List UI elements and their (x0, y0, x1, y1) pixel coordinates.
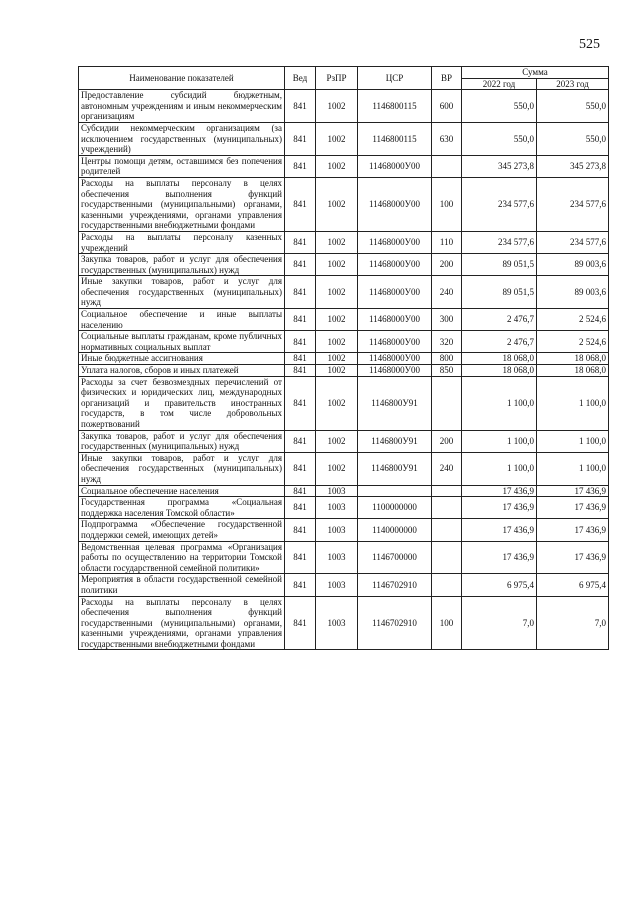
table-row (79, 365, 609, 377)
cell-vr: 800 (432, 353, 462, 365)
cell-rzpr: 1002 (316, 430, 358, 452)
header-name: Наименование показателей (79, 67, 285, 90)
cell-ved: 841 (285, 596, 316, 650)
cell-csr (358, 485, 432, 497)
cell-csr: 1146800У91 (358, 376, 432, 430)
cell-2022: 89 051,5 (462, 254, 537, 276)
cell-name: Расходы за счет безвозмездных перечислений от физических и юридических лиц, международных организаций и правительств иностранных государств, в том числе добровольных пожертвований (79, 376, 285, 430)
cell-name: Расходы на выплаты персоналу в целях обеспечения выполнения функций государственными (муниципальными) органами, казенными учреждениями, органами управления государственными внебюджетными фондами (79, 177, 285, 231)
cell-vr (432, 155, 462, 177)
cell-rzpr: 1003 (316, 596, 358, 650)
cell-vr: 100 (432, 177, 462, 231)
cell-2023: 234 577,6 (537, 177, 609, 231)
table-row (79, 519, 609, 541)
cell-2023: 2 524,6 (537, 331, 609, 353)
cell-name: Иные закупки товаров, работ и услуг для обеспечения государственных (муниципальных) нужд (79, 276, 285, 309)
cell-vr (432, 574, 462, 596)
cell-name: Предоставление субсидий бюджетным, автономным учреждениям и иным некоммерческим организациям (79, 90, 285, 123)
cell-name: Центры помощи детям, оставшимся без попечения родителей (79, 155, 285, 177)
cell-ved: 841 (285, 309, 316, 331)
cell-rzpr: 1002 (316, 365, 358, 377)
cell-2023: 1 100,0 (537, 430, 609, 452)
cell-2022: 1 100,0 (462, 430, 537, 452)
cell-2022: 6 975,4 (462, 574, 537, 596)
cell-ved: 841 (285, 331, 316, 353)
table-row (79, 574, 609, 596)
cell-ved: 841 (285, 365, 316, 377)
table-row (79, 353, 609, 365)
table-row (79, 497, 609, 519)
cell-name: Социальное обеспечение и иные выплаты населению (79, 309, 285, 331)
table-header (79, 67, 609, 90)
cell-2023: 550,0 (537, 122, 609, 155)
cell-csr: 1146702910 (358, 574, 432, 596)
cell-ved: 841 (285, 122, 316, 155)
header-vr: ВР (432, 67, 462, 90)
cell-csr: 11468000У00 (358, 231, 432, 253)
cell-2023: 6 975,4 (537, 574, 609, 596)
header-ved: Вед (285, 67, 316, 90)
cell-rzpr: 1002 (316, 155, 358, 177)
cell-ved: 841 (285, 376, 316, 430)
header-sum: Сумма (462, 67, 609, 79)
cell-name: Ведомственная целевая программа «Организация работы по осуществлению на территории Томской области государственной семейной политики» (79, 541, 285, 574)
cell-csr: 11468000У00 (358, 155, 432, 177)
cell-vr: 300 (432, 309, 462, 331)
cell-csr: 11468000У00 (358, 365, 432, 377)
cell-rzpr: 1002 (316, 90, 358, 123)
cell-2023: 17 436,9 (537, 485, 609, 497)
cell-vr (432, 541, 462, 574)
cell-vr: 630 (432, 122, 462, 155)
cell-vr (432, 497, 462, 519)
cell-ved: 841 (285, 155, 316, 177)
cell-csr: 1146702910 (358, 596, 432, 650)
cell-ved: 841 (285, 254, 316, 276)
cell-2022: 17 436,9 (462, 497, 537, 519)
cell-rzpr: 1003 (316, 497, 358, 519)
cell-csr: 1146800115 (358, 90, 432, 123)
cell-2023: 89 003,6 (537, 276, 609, 309)
cell-name: Государственная программа «Социальная поддержка населения Томской области» (79, 497, 285, 519)
cell-name: Социальное обеспечение населения (79, 485, 285, 497)
cell-2022: 18 068,0 (462, 353, 537, 365)
cell-2022: 550,0 (462, 90, 537, 123)
cell-name: Иные закупки товаров, работ и услуг для обеспечения государственных (муниципальных) нужд (79, 452, 285, 485)
cell-csr: 1146800У91 (358, 452, 432, 485)
cell-2022: 1 100,0 (462, 452, 537, 485)
cell-vr: 600 (432, 90, 462, 123)
cell-ved: 841 (285, 90, 316, 123)
cell-2023: 345 273,8 (537, 155, 609, 177)
cell-vr: 110 (432, 231, 462, 253)
cell-2022: 345 273,8 (462, 155, 537, 177)
cell-name: Мероприятия в области государственной семейной политики (79, 574, 285, 596)
cell-rzpr: 1002 (316, 452, 358, 485)
cell-rzpr: 1003 (316, 541, 358, 574)
cell-rzpr: 1002 (316, 376, 358, 430)
cell-csr: 11468000У00 (358, 353, 432, 365)
cell-rzpr: 1003 (316, 485, 358, 497)
cell-rzpr: 1002 (316, 309, 358, 331)
budget-table (78, 66, 609, 650)
cell-csr: 1146800У91 (358, 430, 432, 452)
table-row (79, 155, 609, 177)
cell-csr: 1146700000 (358, 541, 432, 574)
cell-2023: 18 068,0 (537, 353, 609, 365)
cell-name: Расходы на выплаты персоналу в целях обеспечения выполнения функций государственными (муниципальными) органами, казенными учреждениями, органами управления государственными внебюджетными фондами (79, 596, 285, 650)
table-row (79, 90, 609, 123)
cell-csr: 11468000У00 (358, 331, 432, 353)
cell-rzpr: 1002 (316, 254, 358, 276)
header-year-2022: 2022 год (462, 78, 537, 90)
cell-ved: 841 (285, 231, 316, 253)
cell-2022: 17 436,9 (462, 541, 537, 574)
table-row (79, 485, 609, 497)
cell-ved: 841 (285, 430, 316, 452)
cell-rzpr: 1002 (316, 231, 358, 253)
table-row (79, 331, 609, 353)
cell-csr: 11468000У00 (358, 177, 432, 231)
cell-2022: 1 100,0 (462, 376, 537, 430)
cell-2022: 17 436,9 (462, 519, 537, 541)
cell-csr: 11468000У00 (358, 254, 432, 276)
table-row (79, 596, 609, 650)
cell-vr (432, 485, 462, 497)
cell-csr: 11468000У00 (358, 309, 432, 331)
cell-2022: 234 577,6 (462, 231, 537, 253)
cell-2023: 17 436,9 (537, 541, 609, 574)
cell-name: Расходы на выплаты персоналу казенных учреждений (79, 231, 285, 253)
header-rzpr: РзПР (316, 67, 358, 90)
cell-2022: 18 068,0 (462, 365, 537, 377)
header-year-2023: 2023 год (537, 78, 609, 90)
cell-ved: 841 (285, 574, 316, 596)
table-row (79, 541, 609, 574)
cell-2023: 17 436,9 (537, 519, 609, 541)
cell-name: Субсидии некоммерческим организациям (за исключением государственных (муниципальных) учреждений) (79, 122, 285, 155)
header-csr: ЦСР (358, 67, 432, 90)
cell-rzpr: 1003 (316, 519, 358, 541)
cell-name: Иные бюджетные ассигнования (79, 353, 285, 365)
cell-ved: 841 (285, 353, 316, 365)
cell-2023: 234 577,6 (537, 231, 609, 253)
cell-rzpr: 1002 (316, 331, 358, 353)
cell-name: Уплата налогов, сборов и иных платежей (79, 365, 285, 377)
cell-ved: 841 (285, 497, 316, 519)
table-row (79, 452, 609, 485)
cell-2023: 7,0 (537, 596, 609, 650)
cell-name: Закупка товаров, работ и услуг для обеспечения государственных (муниципальных) нужд (79, 430, 285, 452)
cell-vr: 100 (432, 596, 462, 650)
cell-vr (432, 519, 462, 541)
cell-2022: 2 476,7 (462, 331, 537, 353)
cell-vr: 200 (432, 254, 462, 276)
cell-2023: 18 068,0 (537, 365, 609, 377)
cell-ved: 841 (285, 276, 316, 309)
cell-vr: 240 (432, 452, 462, 485)
cell-csr: 1140000000 (358, 519, 432, 541)
page-number: 525 (579, 37, 600, 52)
table-row (79, 122, 609, 155)
cell-rzpr: 1002 (316, 177, 358, 231)
table-row (79, 276, 609, 309)
cell-2023: 1 100,0 (537, 376, 609, 430)
cell-2022: 234 577,6 (462, 177, 537, 231)
cell-vr: 240 (432, 276, 462, 309)
cell-rzpr: 1003 (316, 574, 358, 596)
cell-csr: 1100000000 (358, 497, 432, 519)
cell-ved: 841 (285, 485, 316, 497)
cell-2023: 550,0 (537, 90, 609, 123)
cell-ved: 841 (285, 519, 316, 541)
table-row (79, 309, 609, 331)
table-body (79, 90, 609, 650)
cell-2023: 2 524,6 (537, 309, 609, 331)
cell-2022: 7,0 (462, 596, 537, 650)
table-row (79, 231, 609, 253)
cell-ved: 841 (285, 541, 316, 574)
cell-2022: 2 476,7 (462, 309, 537, 331)
cell-2023: 1 100,0 (537, 452, 609, 485)
cell-name: Закупка товаров, работ и услуг для обеспечения государственных (муниципальных) нужд (79, 254, 285, 276)
cell-rzpr: 1002 (316, 353, 358, 365)
cell-2022: 17 436,9 (462, 485, 537, 497)
cell-name: Подпрограмма «Обеспечение государственной поддержки семей, имеющих детей» (79, 519, 285, 541)
cell-2023: 89 003,6 (537, 254, 609, 276)
table-row (79, 177, 609, 231)
table-row (79, 254, 609, 276)
table-row (79, 376, 609, 430)
cell-csr: 11468000У00 (358, 276, 432, 309)
table-row (79, 430, 609, 452)
cell-name: Социальные выплаты гражданам, кроме публичных нормативных социальных выплат (79, 331, 285, 353)
cell-rzpr: 1002 (316, 122, 358, 155)
cell-2022: 89 051,5 (462, 276, 537, 309)
cell-csr: 1146800115 (358, 122, 432, 155)
cell-vr: 320 (432, 331, 462, 353)
cell-vr: 200 (432, 430, 462, 452)
cell-vr (432, 376, 462, 430)
cell-2023: 17 436,9 (537, 497, 609, 519)
cell-vr: 850 (432, 365, 462, 377)
cell-rzpr: 1002 (316, 276, 358, 309)
cell-ved: 841 (285, 452, 316, 485)
cell-ved: 841 (285, 177, 316, 231)
cell-2022: 550,0 (462, 122, 537, 155)
